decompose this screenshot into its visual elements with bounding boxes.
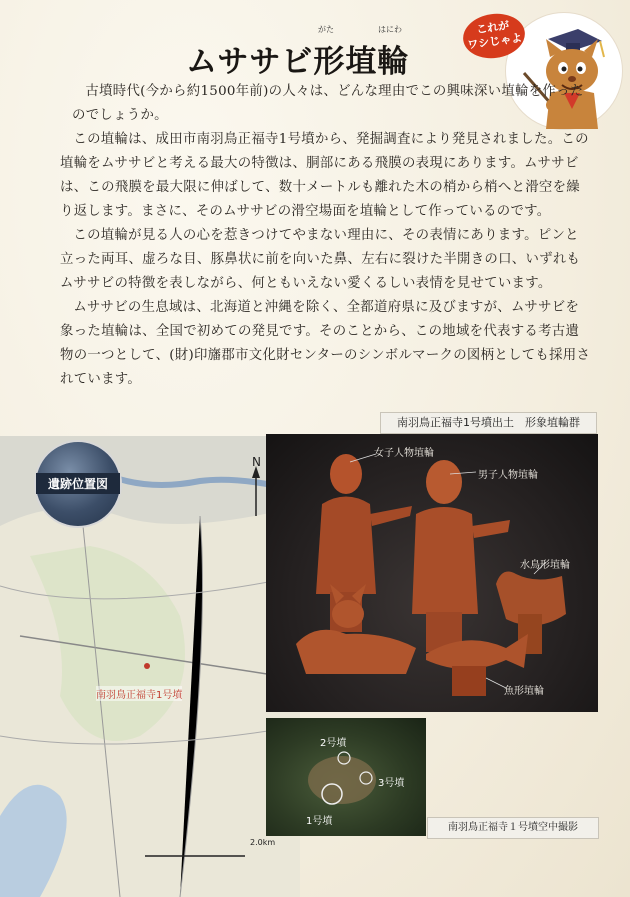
map-badge xyxy=(34,440,122,528)
label-waterbird: 水鳥形埴輪 xyxy=(520,560,570,571)
label-mound-3: 3号墳 xyxy=(378,778,405,789)
label-female-figure: 女子人物埴輪 xyxy=(374,448,434,459)
north-arrow-label: N xyxy=(252,455,261,469)
map-site-marker-label: 南羽鳥正福寺1号墳 xyxy=(96,686,182,701)
aerial-photo xyxy=(266,718,426,836)
label-mound-1: 1号墳 xyxy=(306,816,333,827)
label-mound-2: 2号墳 xyxy=(320,738,347,749)
map-scale-label: 2.0km xyxy=(250,838,276,847)
label-male-figure: 男子人物埴輪 xyxy=(478,470,538,481)
paragraph-intro: 古墳時代(今から約1500年前)の人々は、どんな理由でこの興味深い埴輪を作ったのでしょうか。 xyxy=(72,84,584,123)
speech-bubble: これが ワシじゃよ xyxy=(460,10,528,62)
photo-caption: 南羽鳥正福寺1号墳出土 形象埴輪群 xyxy=(380,412,597,434)
paragraph-expression: この埴輪が見る人の心を惹きつけてやまない理由に、その表情にあります。ピンと立った両耳、虚ろな目、豚鼻状に前を向いた鼻、左右に裂けた半開きの口、いずれもムササビの特徴を表しながら、何ともいえない愛くるしい表情を見せています。 xyxy=(60,228,581,291)
aerial-caption: 南羽鳥正福寺１号墳空中撮影 xyxy=(427,817,599,839)
map-badge-label: 遺跡位置図 xyxy=(36,473,120,494)
paragraph-discovery: この埴輪は、成田市南羽鳥正福寺1号墳から、発掘調査により発見されました。この埴輪をムササビと考える最大の特徴は、胴部にある飛膜の表現にあります。ムササビは、この飛膜を最大限に伸ばして、数十メートルも離れた木の梢から梢へと滑空を繰り返します。まさに、そのムササビの滑空場面を埴輪として作っているのです。 xyxy=(60,132,589,219)
title-ruby-haniwa: はにわ xyxy=(378,25,402,34)
haniwa-group-photo xyxy=(266,434,598,712)
title-ruby-gata: がた xyxy=(318,25,334,34)
article-body xyxy=(60,80,592,392)
page-title: ムササビ形埴輪 xyxy=(186,44,410,80)
label-fish: 魚形埴輪 xyxy=(504,686,544,697)
haniwa-figures-graphic xyxy=(266,434,598,712)
paragraph-habitat: ムササビの生息域は、北海道と沖縄を除く、全都道府県に及びますが、ムササビを象った埴輪は、全国で初めての発見です。そのことから、この地域を代表する考古遺物の一つとして、(財)印旛郡市文化財センターのシンボルマークの図柄としても採用されています。 xyxy=(60,300,591,387)
